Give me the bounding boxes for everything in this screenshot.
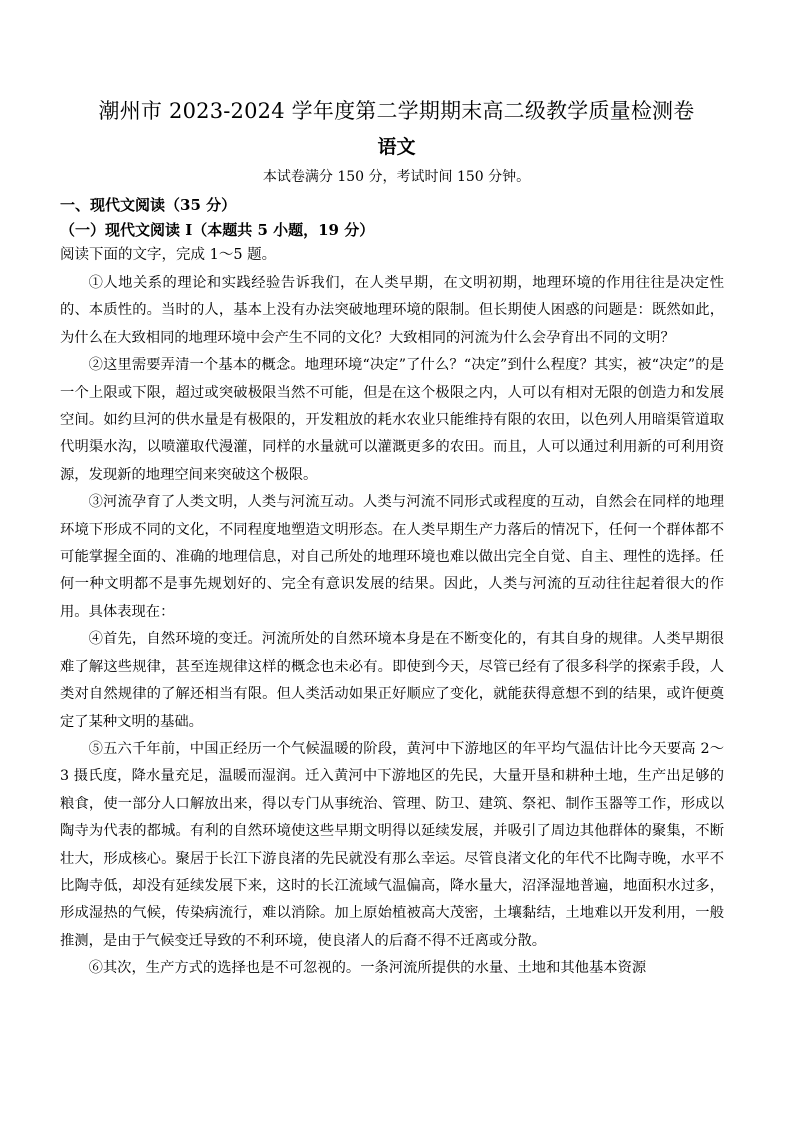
paragraph-6: ⑥其次，生产方式的选择也是不可忽视的。一条河流所提供的水量、土地和其他基本资源 [88,960,647,977]
paragraph-1: ①人地关系的理论和实践经验告诉我们，在人类早期，在文明初期，地理环境的作用往往是决定性的、本质性的。当时的人，基本上没有办法突破地理环境的限制。但长期使人困惑的问题是：既然如此，为什么在大致相同的地理环境中会产生不同的文化？大致相同的河流为什么会孕育出不同的文明？ [60,275,724,346]
subject-heading: 语文 [377,136,416,158]
paragraph-4: ④首先，自然环境的变迁。河流所处的自然环境本身是在不断变化的，有其自身的规律。人类早期很难了解这些规律，甚至连规律这样的概念也未必有。即使到今天，尽管已经有了很多科学的探索手段，人类对自然规律的了解还相当有限。但人类活动如果正好顺应了变化，就能获得意想不到的结果，或许便奠定了某种文明的基础。 [60,631,724,730]
section-heading: 一、现代文阅读（35 分） [60,196,237,214]
reading-instruction: 阅读下面的文字，完成 1～5 题。 [60,247,277,263]
paragraph-2: ②这里需要弄清一个基本的概念。地理环境“决定”了什么？“决定”到什么程度？其实，被“决定”的是一个上限或下限，超过或突破极限当然不可能，但是在这个极限之内，人可以有相对无限的创造力和发展空间。如约旦河的供水量是有极限的，开发粗放的耗水农业只能维持有限的农田，以色列人用暗渠管道取代明渠水沟，以喷灌取代漫灌，同样的水量就可以灌溉更多的农田。而且，人可以通过利用新的可利用资源，发现新的地理空间来突破这个极限。 [60,357,724,483]
paragraph-3: ③河流孕育了人类文明，人类与河流互动。人类与河流不同形式或程度的互动，自然会在同样的地理环境下形成不同的文化，不同程度地塑造文明形态。在人类早期生产力落后的情况下，任何一个群体都不可能掌握全面的、准确的地理信息，对自己所处的地理环境也难以做出完全自觉、自主、理性的选择。任何一种文明都不是事先规划好的、完全有意识发展的结果。因此，人类与河流的互动往往起着很大的作用。具体表现在： [60,494,724,620]
paragraph-5: ⑤五六千年前，中国正经历一个气候温暖的阶段，黄河中下游地区的年平均气温估计比今天要高 2～3 摄氏度，降水量充足，温暖而湿润。迁入黄河中下游地区的先民，大量开垦和耕种土地，生产出足够的粮食，使一部分人口解放出来，得以专门从事统治、管理、防卫、建筑、祭祀、制作玉器等工作，形成以陶寺为代表的都城。有利的自然环境使这些早期文明得以延续发展，并吸引了周边其他群体的聚集，不断壮大，形成核心。聚居于长江下游良渚的先民就没有那么幸运。尽管良渚文化的年代不比陶寺晚，水平不比陶寺低，却没有延续发展下来，这时的长江流域气温偏高，降水量大，沼泽湿地普遍，地面积水过多，形成湿热的气候，传染病流行，难以消除。加上原始植被高大茂密，土壤黏结，土地难以开发利用，一般推测，是由于气候变迁导致的不利环境，使良渚人的后裔不得不迁离或分散。 [60,740,724,949]
exam-meta: 本试卷满分 150 分，考试时间 150 分钟。 [262,169,531,185]
exam-title: 潮州市 2023-2024 学年度第二学期期末高二级教学质量检测卷 [98,99,695,123]
subsection-heading: （一）现代文阅读 I（本题共 5 小题，19 分） [60,221,375,239]
passage-body [60,270,724,983]
